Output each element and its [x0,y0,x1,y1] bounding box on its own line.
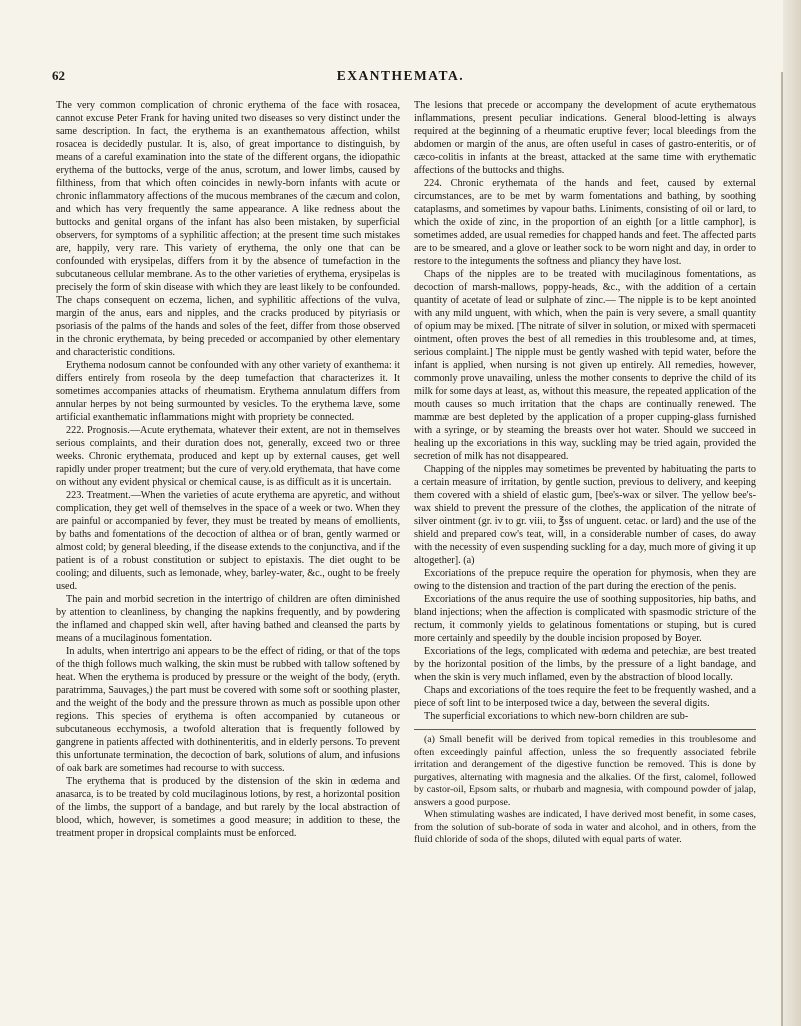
paragraph: Excoriations of the anus require the use of soothing suppositories, hip baths, and bland injections; when the affection is complicated with spasmodic stricture of the rectum, it commonly yields to gelatinous fomentations or stuping, but is cured more certainly and speedily by the double incision proposed by Boyer. [414,594,756,644]
paragraph: The very common complication of chronic erythema of the face with rosacea, cannot excuse Peter Frank for having united two diseases so very distinct under the same description. In fact, the erythema is an exanthematous affection, whilst rosacea is decidedly pustular. It is, also, of great importance to distinguish, by means of a careful examination into the state of the different organs, the idiopathic erythema of the buttocks, verge of the anus, scrotum, and lower limbs, caused by filthiness, from that which often coincides in newly-born infants with acute or chronic inflammatory affections of the mucous membranes of the cæcum and colon, and which has very frequently the same appearance. A like redness about the buttocks and genital organs of the infant has also been mistaken, by superficial observers, for symptoms of a syphilitic affection; at the present time such mistakes are, happily, very rare. This variety of erythema, the only one that can be confounded with erysipelas, differs from it by the absence of tumefaction in the subcutaneous cellular membrane. As to the other varieties of erythema, erysipelas is precisely the form of skin disease with which they are least likely to be confounded. The chaps consequent on eczema, lichen, and syphilitic affections of the vulva, margin of the anus, ears and nipples, and the cracks produced by pityriasis or psoriasis of the palms of the hands and soles of the feet, differ from those observed in the chronic erythemata, by being preceded or accompanied by other elementary and characteristic conditions. [56,100,400,358]
paragraph: The erythema that is produced by the distension of the skin in œdema and anasarca, is to be treated by cold mucilaginous lotions, by rest, a horizontal position of the limbs, the support of a bandage, and but rarely by the local abstraction of blood, which, however, is sometimes a good measure; in addition to these, the treatment proper in dropsical complaints must be enforced. [56,776,400,839]
paragraph: Chaps and excoriations of the toes require the feet to be frequently washed, and a piece of soft lint to be interposed twice a day, between the several digits. [414,685,756,709]
paragraph: In adults, when intertrigo ani appears to be the effect of riding, or that of the tops of the thigh follows much walking, the skin must be rubbed with tallow softened by heat. When the erythema is produced by pressure or the weight of the body, (eryth. paratrimma, Sauvages,) the part must be covered with some soft or soothing plaster, and the weight of the body and the pressure thrown as much as possible upon other regions. This species of erythema is often accompanied by cutaneous or subcutaneous ecchymosis, a twofold alteration that is frequently followed by gangrene in patients affected with dothinenteritis, and in elderly persons. To prevent this unfortunate termination, the decoction of bark, solutions of alum, and infusions of oak bark are sometimes had recourse to with success. [56,646,400,774]
page-number: 62 [52,68,65,83]
paragraph: Erythema nodosum cannot be confounded with any other variety of exanthema: it differs entirely from roseola by the deep tumefaction that characterizes it. It sometimes accompanies attacks of rheumatism. Erythema annulatum differs from annular herpes by not being surmounted by vesicles. To the erythema læve, some artificial exanthematic inflammations might with propriety be connected. [56,360,400,423]
footnotes [414,734,756,847]
paragraph: Excoriations of the prepuce require the operation for phymosis, when they are owing to the distension and traction of the part during the erection of the penis. [414,568,756,592]
page-edge-shadow [783,0,801,1026]
paragraph: Chaps of the nipples are to be treated with mucilaginous fomentations, as decoction of marsh-mallows, poppy-heads, &c., with the addition of a certain quantity of acetate of lead or sulphate of zinc.— The nipple is to be kept anointed with any mild unguent, with which, when the pain is very severe, a small quantity of opium may be mixed. [The nitrate of silver in solution, or mixed with spermaceti ointment, often proves the best of all remedies in this troublesome and, at times, serious complaint.] The nipple must be gently washed with tepid water, before the infant is applied, when nursing is not given up entirely. All remedies, however, commonly prove unavailing, unless the mother consents to deprive the child of its milk for some days at least, as, without this measure, the repeated application of the mouth causes so much irritation that the chaps are continually renewed. The mammæ are best depleted by the application of a proper cupping-glass furnished with a syringe, or by steaming the breasts over hot water. Should we succeed in healing up the excoriations in this way, suckling may be tried again, provided the secretion of milk has not disappeared. [414,269,756,462]
paragraph: The lesions that precede or accompany the development of acute erythematous inflammations, present peculiar indications. General blood-letting is always required at the beginning of a rheumatic eruptive fever; local bleedings from the abdomen or margin of the anus, are often useful in cases of gastro-enteritis, or of cæco-colitis in infants at the breast, attacked at the same time with erythematic affections of the buttocks and thighs. [414,100,756,176]
paragraph: The pain and morbid secretion in the intertrigo of children are often diminished by attention to cleanliness, by changing the napkins frequently, and by powdering the inflamed and chapped skin well, after having bathed and cleansed the parts by means of a mucilaginous fomentation. [56,594,400,644]
footnote: When stimulating washes are indicated, I have derived most benefit, in some cases, from the solution of sub-borate of soda in water and alcohol, and in others, from the fluid chloride of soda of the shops, diluted with equal parts of water. [414,809,756,845]
page-header [0,68,801,92]
page-edge-line [781,72,783,1026]
paragraph: 224. Chronic erythemata of the hands and feet, caused by external circumstances, are to be met by warm fomentations and bathing, by soothing cataplasms, and sometimes by vapour baths. Liniments, consisting of oil or lard, to which the oxide of zinc, in the proportion of an eighth [or a little camphor], is sometimes added, are usual remedies for chapped hands and feet. The affected parts are to be smeared, and a glove or leather sock to be worn night and day, in order to restore to the integuments the softness and pliancy they have lost. [414,178,756,267]
footnote: (a) Small benefit will be derived from topical remedies in this troublesome and often exceedingly painful affection, unless the so frequently associated febrile irritation and derangement of the digestive function be removed. This is done by purgatives, alternating with magnesia and the alkalies. Of the first, calomel, followed by castor-oil, Epsom salts, or rhubarb and magnesia, with compound powder of jalap, answers a good purpose. [414,734,756,808]
right-column [414,99,756,1010]
running-head: EXANTHEMATA. [336,68,465,83]
paragraph: Chapping of the nipples may sometimes be prevented by habituating the parts to a certain measure of irritation, by gentle suction, previous to delivery, and keeping them covered with a shield of elastic gum, [bee's-wax or silver. The yellow bee's-wax shield to prevent the pressure of the clothes, the application of the nitrate of silver ointment (gr. iv to gr. viii, to ℥ss of unguent. cetac. or lard) and the use of the shield and prepared cow's teat, will, in a considerable number of cases, do away with the necessity of even suspending suckling for a day, much more of giving it up altogether]. (a) [414,464,756,566]
left-column [56,99,400,1010]
paragraph: 223. Treatment.—When the varieties of acute erythema are apyretic, and without complication, they get well of themselves in the space of a week or two. When they are painful or accompanied by fever, they must be treated by means of emollients, by baths and fomentations of the decoction of althea or of bran, gently warmed or almost cold; by general bleeding, if the disease extends to the conjunctiva, and if the patient is of a robust constitution or subject to epistaxis. The diet ought to be cooling; and diluents, such as lemonade, whey, barley-water, &c., ought to be freely used. [56,490,400,592]
paragraph: Excoriations of the legs, complicated with œdema and petechiæ, are best treated by the horizontal position of the limbs, by the pressure of a light bandage, and when the skin is very much inflamed, even by the abstraction of blood locally. [414,646,756,683]
paragraph: The superficial excoriations to which new-born children are sub- [424,711,689,722]
footnote-rule [414,729,756,730]
paragraph: 222. Prognosis.—Acute erythemata, whatever their extent, are not in themselves serious complaints, and their duration does not, generally, exceed two or three weeks. Chronic erythemata, produced and kept up by external causes, get well rapidly under proper treatment; but the cure of very.old erythemata, that have come on without any evident physical or chemical cause, is as difficult as it is uncertain. [56,425,400,488]
